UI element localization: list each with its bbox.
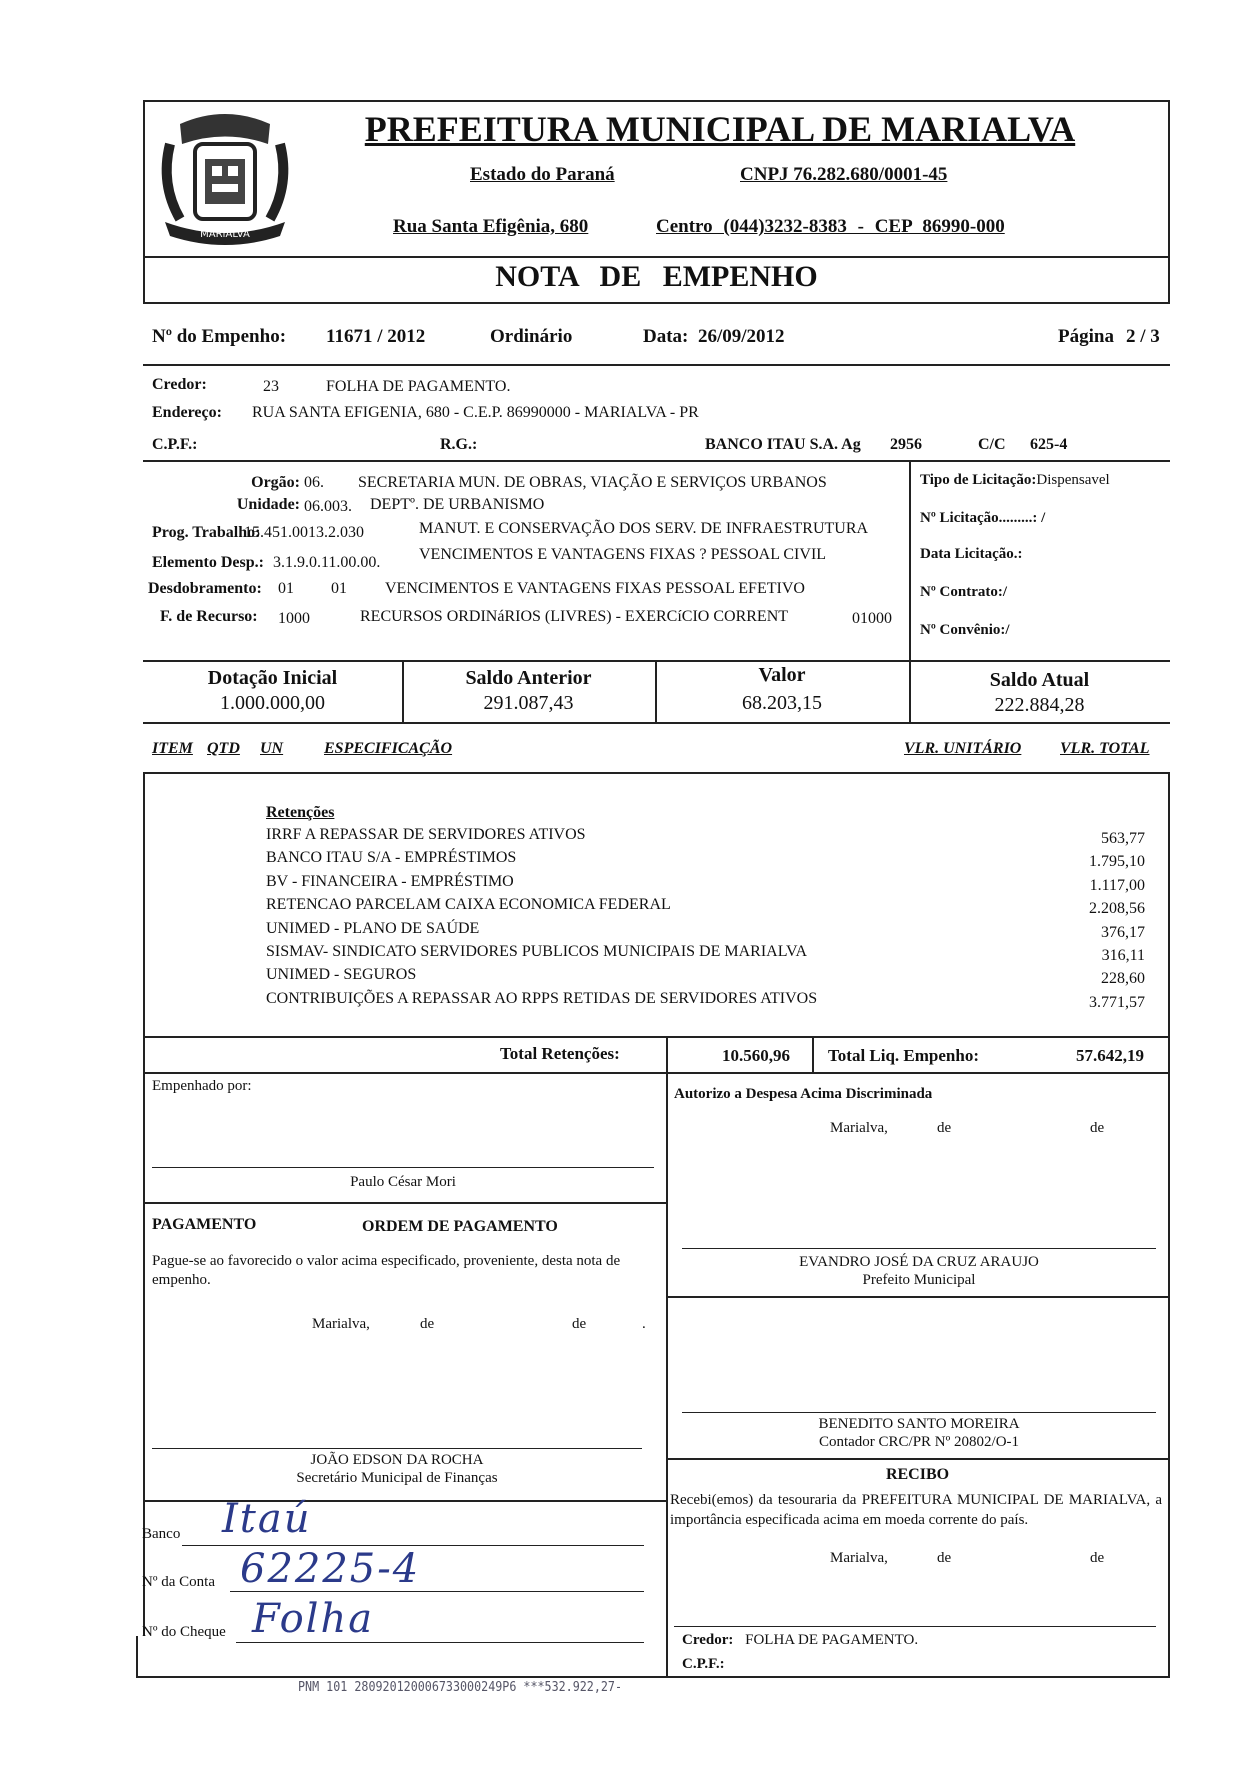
desd-label: Desdobramento:	[148, 580, 262, 597]
divider	[143, 364, 1170, 366]
unidade-label: Unidade:	[236, 496, 300, 513]
header-divider	[143, 256, 1170, 258]
municipal-seal-icon	[150, 104, 300, 254]
contador-name: BENEDITO SANTO MOREIRA	[818, 1416, 1020, 1432]
elem-code: 3.1.9.0.11.00.00.	[273, 554, 381, 571]
col-especificacao: ESPECIFICAÇÃO	[324, 740, 453, 757]
recurso-code2: 01000	[852, 610, 892, 627]
rg-label: R.G.:	[440, 436, 478, 453]
licitacao-tipo-value: Dispensavel	[1036, 472, 1110, 488]
retencao-desc: CONTRIBUIÇÕES A REPASSAR AO RPPS RETIDAS DE SERVIDORES ATIVOS	[266, 989, 818, 1007]
divider	[143, 1036, 145, 1636]
retencao-value: 228,60	[1101, 970, 1145, 988]
pague-se-text: Pague-se ao favorecido o valor acima especificado, proveniente, desta nota de empenho.	[152, 1253, 621, 1288]
recibo-credor-name: FOLHA DE PAGAMENTO.	[745, 1632, 919, 1648]
contador-title: Contador CRC/PR Nº 20802/O-1	[818, 1434, 1020, 1450]
dotacao-value: 1.000.000,00	[220, 692, 325, 714]
elem-desc: VENCIMENTOS E VANTAGENS FIXAS ? PESSOAL CIVIL	[419, 546, 827, 563]
divider	[666, 1036, 668, 1678]
recibo-text: Recebi(emos) da tesouraria da PREFEITURA MUNICIPAL DE MARIALVA, a importância especificada acima em moeda corrente do país.	[670, 1492, 1162, 1528]
desd-desc: VENCIMENTOS E VANTAGENS FIXAS PESSOAL EFETIVO	[385, 580, 805, 597]
saldo-anterior-label: Saldo Anterior	[465, 667, 592, 689]
empenhado-label: Empenhado por:	[152, 1078, 252, 1094]
prog-desc: MANUT. E CONSERVAÇÃO DOS SERV. DE INFRAESTRUTURA	[419, 520, 869, 537]
licitacao-number: Nº Licitação.........: /	[920, 510, 1046, 526]
orgao-code: 06.	[304, 474, 324, 491]
dotacao-label: Dotação Inicial	[207, 667, 338, 689]
recurso-desc: RECURSOS ORDINáRIOS (LIVRES) - EXERCíCIO CORRENT	[360, 608, 789, 625]
page-label: Página	[1058, 326, 1114, 347]
retencao-value: 316,11	[1101, 947, 1145, 964]
cheque-handwriting: Folha	[252, 1596, 375, 1642]
empenho-date: 26/09/2012	[698, 326, 785, 347]
empenho-number: 11671 / 2012	[326, 326, 426, 347]
header-state: Estado do Paraná	[470, 164, 615, 185]
credor-name: FOLHA DE PAGAMENTO.	[326, 378, 511, 395]
divider	[143, 1072, 1170, 1074]
bank-stamp: PNM 101 280920120006733000249P6 ***532.922,27-	[298, 1680, 623, 1695]
licitacao-tipo-label: Tipo de Licitação:	[920, 472, 1037, 488]
orgao-desc: SECRETARIA MUN. DE OBRAS, VIAÇÃO E SERVIÇOS URBANOS	[358, 474, 827, 491]
recibo-credor-label: Credor:	[682, 1632, 734, 1648]
unidade-desc: DEPTº. DE URBANISMO	[370, 496, 545, 513]
cheque-label: Nº do Cheque	[142, 1624, 226, 1640]
seal-text: MARIALVA	[200, 229, 250, 240]
pagamento-de-2: de	[572, 1316, 587, 1332]
recibo-de-2: de	[1090, 1550, 1105, 1566]
elem-label: Elemento Desp.:	[152, 554, 264, 571]
recibo-marialva: Marialva,	[830, 1550, 888, 1566]
bank-account: 625-4	[1030, 436, 1068, 453]
divider	[143, 1036, 1170, 1038]
retencao-desc: UNIMED - SEGUROS	[266, 966, 417, 984]
autorizo-marialva: Marialva,	[830, 1120, 888, 1136]
page-title: PREFEITURA MUNICIPAL DE MARIALVA	[364, 109, 1076, 149]
valor-label: Valor	[758, 664, 806, 686]
retencao-value: 2.208,56	[1089, 900, 1145, 918]
empenho-type: Ordinário	[490, 326, 573, 347]
pagamento-title: PAGAMENTO	[152, 1216, 257, 1233]
prog-label: Prog. Trabalho:	[152, 524, 261, 541]
prefeito-name: EVANDRO JOSÉ DA CRUZ ARAUJO	[799, 1254, 1039, 1270]
signature-line	[682, 1412, 1156, 1413]
recibo-de-1: de	[937, 1550, 952, 1566]
autorizo-de-2: de	[1090, 1120, 1105, 1136]
divider	[143, 1202, 666, 1204]
bottom-border	[136, 1676, 1169, 1678]
desd-code2: 01	[331, 580, 347, 597]
classification-divider	[909, 460, 911, 660]
retencoes-title: Retenções	[266, 804, 335, 821]
retencao-value: 1.795,10	[1089, 853, 1145, 871]
banco-handwriting: Itaú	[222, 1496, 312, 1542]
empenho-number-label: Nº do Empenho:	[152, 326, 287, 347]
retencao-value: 3.771,57	[1089, 993, 1145, 1011]
convenio: Nº Convênio:/	[920, 622, 1010, 638]
conta-label: Nº da Conta	[142, 1574, 215, 1590]
empenhado-name: Paulo César Mori	[350, 1174, 456, 1190]
retencao-value: 563,77	[1101, 830, 1145, 847]
address-label: Endereço:	[152, 404, 222, 421]
retencao-desc: RETENCAO PARCELAM CAIXA ECONOMICA FEDERAL	[266, 896, 671, 914]
col-un: UN	[260, 740, 284, 757]
total-liq-value: 57.642,19	[1076, 1046, 1144, 1065]
autorizo-de-1: de	[937, 1120, 952, 1136]
recibo-title: RECIBO	[885, 1466, 950, 1483]
cpf-label: C.P.F.:	[152, 436, 198, 453]
header-address: Rua Santa Efigênia, 680	[393, 216, 589, 237]
credor-address: RUA SANTA EFIGENIA, 680 - C.E.P. 86990000 - MARIALVA - PR	[252, 404, 699, 421]
cheque-line	[236, 1642, 644, 1643]
orgao-label: Orgão:	[251, 474, 300, 491]
ordem-pagamento-title: ORDEM DE PAGAMENTO	[362, 1218, 558, 1235]
valor-value: 68.203,15	[742, 692, 822, 714]
licitacao-tipo	[920, 472, 1110, 489]
divider	[666, 1458, 1169, 1460]
conta-handwriting: 62225-4	[240, 1546, 421, 1592]
divider	[666, 1296, 1169, 1298]
empenho-date-label: Data:	[643, 326, 689, 347]
secretario-title: Secretário Municipal de Finanças	[296, 1470, 498, 1486]
cc-label: C/C	[978, 436, 1006, 453]
total-retencoes-value: 10.560,96	[722, 1046, 790, 1065]
pagamento-dot: .	[642, 1316, 646, 1332]
saldo-atual-value: 222.884,28	[994, 694, 1085, 716]
col-vlr-unitario: VLR. UNITÁRIO	[904, 740, 1022, 757]
saldo-anterior-value: 291.087,43	[483, 692, 574, 714]
header-contact: Centro (044)3232-8383 - CEP 86990-000	[656, 216, 1005, 237]
col-vlr-total: VLR. TOTAL	[1060, 740, 1150, 757]
col-item: ITEM	[152, 740, 193, 757]
recurso-label: F. de Recurso:	[160, 608, 258, 625]
contrato: Nº Contrato:/	[920, 584, 1008, 600]
retencao-value: 376,17	[1101, 923, 1145, 941]
unidade-code: 06.003.	[304, 498, 352, 515]
prog-code: 15.451.0013.2.030	[244, 524, 364, 541]
retencao-desc: BANCO ITAU S/A - EMPRÉSTIMOS	[266, 849, 517, 867]
secretario-name: JOÃO EDSON DA ROCHA	[310, 1452, 484, 1468]
divider	[1168, 1036, 1170, 1678]
signature-line	[152, 1448, 642, 1449]
licitacao-date: Data Licitação.:	[920, 546, 1023, 562]
page-number: 2 / 3	[1126, 326, 1160, 347]
signature-line	[152, 1167, 654, 1168]
divider	[812, 1036, 814, 1072]
divider	[143, 460, 1170, 462]
retencao-desc: SISMAV- SINDICATO SERVIDORES PUBLICOS MUNICIPAIS DE MARIALVA	[266, 943, 808, 960]
retencao-desc: IRRF A REPASSAR DE SERVIDORES ATIVOS	[266, 826, 586, 843]
credor-code: 23	[263, 378, 279, 395]
credor-label: Credor:	[152, 376, 207, 393]
banco-label: Banco	[142, 1526, 181, 1542]
prefeito-title: Prefeito Municipal	[862, 1272, 976, 1288]
signature-line	[674, 1626, 1156, 1627]
saldo-atual-label: Saldo Atual	[989, 669, 1090, 691]
divider	[136, 1636, 138, 1676]
col-qtd: QTD	[207, 740, 240, 757]
signature-line	[682, 1248, 1156, 1249]
total-retencoes-label: Total Retenções:	[500, 1044, 620, 1063]
document-title: NOTA DE EMPENHO	[495, 260, 818, 293]
pagamento-de-1: de	[420, 1316, 435, 1332]
retencao-value: 1.117,00	[1089, 876, 1145, 894]
retencao-desc: BV - FINANCEIRA - EMPRÉSTIMO	[266, 872, 514, 890]
recibo-cpf-label: C.P.F.:	[682, 1656, 725, 1672]
pagamento-marialva: Marialva,	[312, 1316, 370, 1332]
total-liq-label: Total Liq. Empenho:	[828, 1046, 979, 1065]
divider	[143, 722, 1170, 724]
desd-code1: 01	[278, 580, 294, 597]
bank-name: BANCO ITAU S.A. Ag	[705, 436, 861, 453]
autorizo-text: Autorizo a Despesa Acima Discriminada	[674, 1086, 933, 1102]
retencao-desc: UNIMED - PLANO DE SAÚDE	[266, 919, 480, 937]
recurso-code: 1000	[278, 610, 310, 627]
recibo-credor	[682, 1632, 918, 1649]
bank-agency: 2956	[890, 436, 922, 453]
header-cnpj: CNPJ 76.282.680/0001-45	[740, 164, 948, 185]
